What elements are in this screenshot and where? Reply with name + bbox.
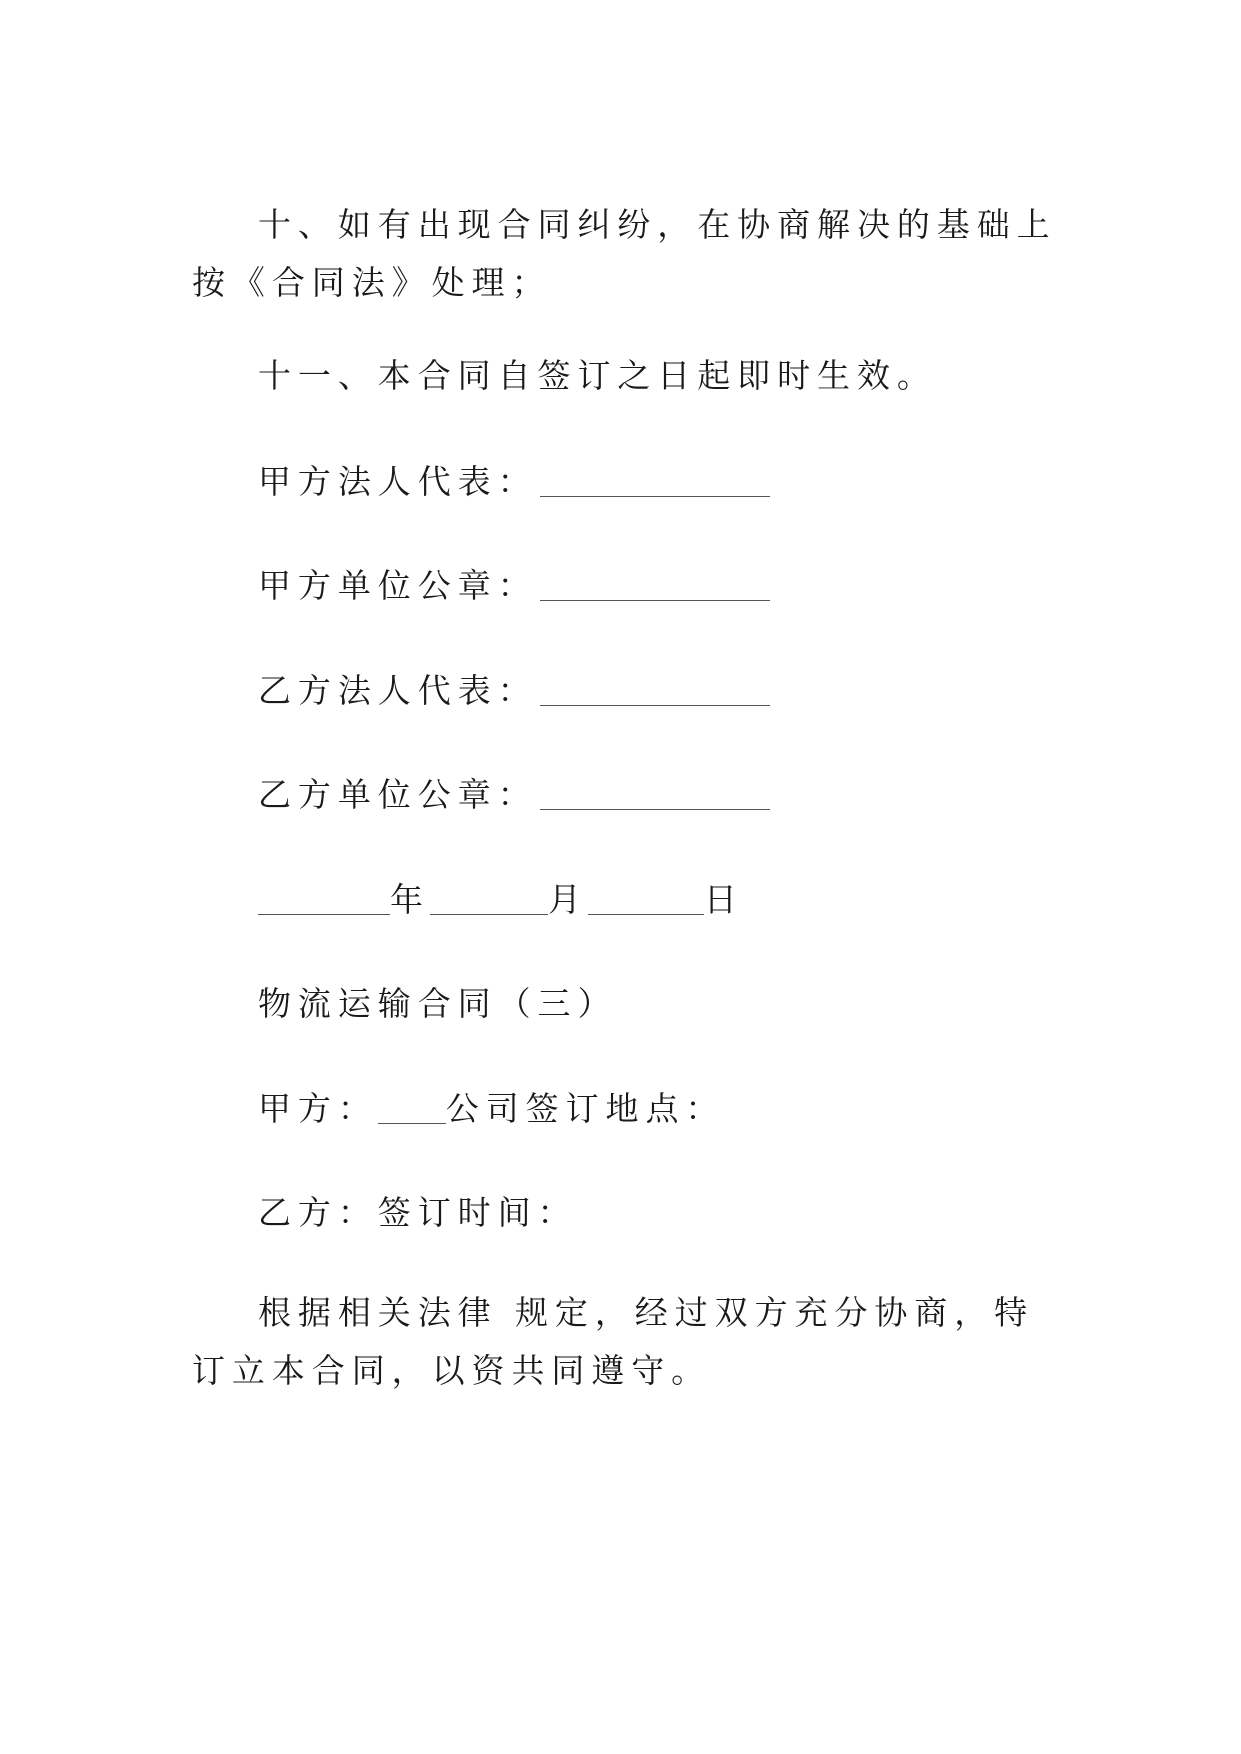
date-line (258, 871, 744, 929)
party-a-representative-line (258, 453, 770, 511)
month-blank (430, 913, 548, 915)
party-a-prefix: 甲方： (258, 1089, 378, 1128)
party-b-seal-line (258, 766, 770, 824)
party-a-line (258, 1080, 725, 1138)
party-a-representative-blank (540, 495, 770, 497)
company-name-blank (378, 1122, 446, 1124)
party-b-seal-label: 乙方单位公章： (258, 775, 538, 814)
party-a-seal-label: 甲方单位公章： (258, 566, 538, 605)
party-b-representative-line (258, 662, 770, 720)
year-label: 年 (390, 880, 430, 919)
party-b-representative-blank (540, 704, 770, 706)
party-b-representative-label: 乙方法人代表： (258, 671, 538, 710)
party-b-line: 乙方：签订时间： (258, 1193, 578, 1232)
day-label: 日 (703, 880, 744, 919)
party-a-seal-blank (540, 599, 770, 601)
party-a-suffix: 公司签订地点： (445, 1089, 726, 1128)
clause-11-paragraph: 十一、本合同自签订之日起即时生效。 (258, 356, 937, 395)
year-blank (258, 913, 390, 915)
month-label: 月 (547, 880, 588, 919)
clause-10-paragraph: 十、如有出现合同纠纷，在协商解决的基础上按《合同法》处理； (192, 205, 1057, 302)
contract-title: 物流运输合同（三） (258, 984, 618, 1023)
party-b-seal-blank (540, 808, 770, 810)
party-a-representative-label: 甲方法人代表： (258, 462, 538, 501)
preamble-paragraph: 根据相关法律 规定，经过双方充分协商，特订立本合同，以资共同遵守。 (192, 1293, 1035, 1390)
party-a-seal-line (258, 557, 770, 615)
day-blank (588, 913, 704, 915)
